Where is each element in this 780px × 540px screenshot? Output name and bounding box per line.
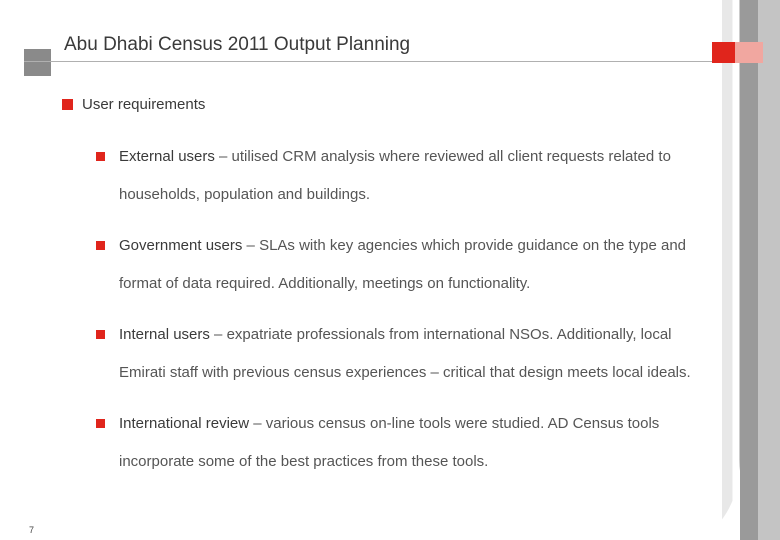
bullet-item-government-users (96, 227, 721, 303)
title-accent-gray (24, 49, 51, 76)
bullet-square-icon (96, 419, 105, 428)
slide-title: Abu Dhabi Census 2011 Output Planning (64, 34, 411, 55)
bullet-item-internal-users (96, 316, 721, 392)
title-accent-pink (735, 42, 763, 63)
bullet-label: International review (119, 415, 250, 432)
bullet-description: – expatriate professionals from international NSOs. Additionally, local Emirati staff with previous census experiences – critical that design meets local ideals. (119, 326, 691, 381)
bullet-square-icon (96, 241, 105, 250)
bullet-description: – utilised CRM analysis where reviewed all client requests related to households, population and buildings. (119, 148, 671, 203)
bullet-text (119, 138, 721, 214)
bullet-text (119, 227, 721, 303)
bullet-description: – SLAs with key agencies which provide guidance on the type and format of data required. Additionally, meetings on functionality. (119, 237, 687, 292)
page-number: 7 (29, 525, 35, 535)
section-heading-text: User requirements (82, 96, 206, 113)
title-divider (24, 61, 735, 62)
section-heading (62, 96, 205, 113)
bullet-label: External users (119, 148, 215, 165)
bullet-description: – various census on-line tools were studied. AD Census tools incorporate some of the best practices from these tools. (119, 415, 660, 470)
bullet-square-icon (96, 330, 105, 339)
bullet-label: Internal users (119, 326, 210, 343)
bullet-label: Government users (119, 237, 243, 254)
bullet-item-international-review (96, 405, 721, 481)
bullet-square-icon (96, 152, 105, 161)
title-accent-red (712, 42, 735, 63)
bullet-item-external-users (96, 138, 721, 214)
bullet-text (119, 405, 721, 481)
bullet-square-icon (62, 99, 73, 110)
bullet-text (119, 316, 721, 392)
